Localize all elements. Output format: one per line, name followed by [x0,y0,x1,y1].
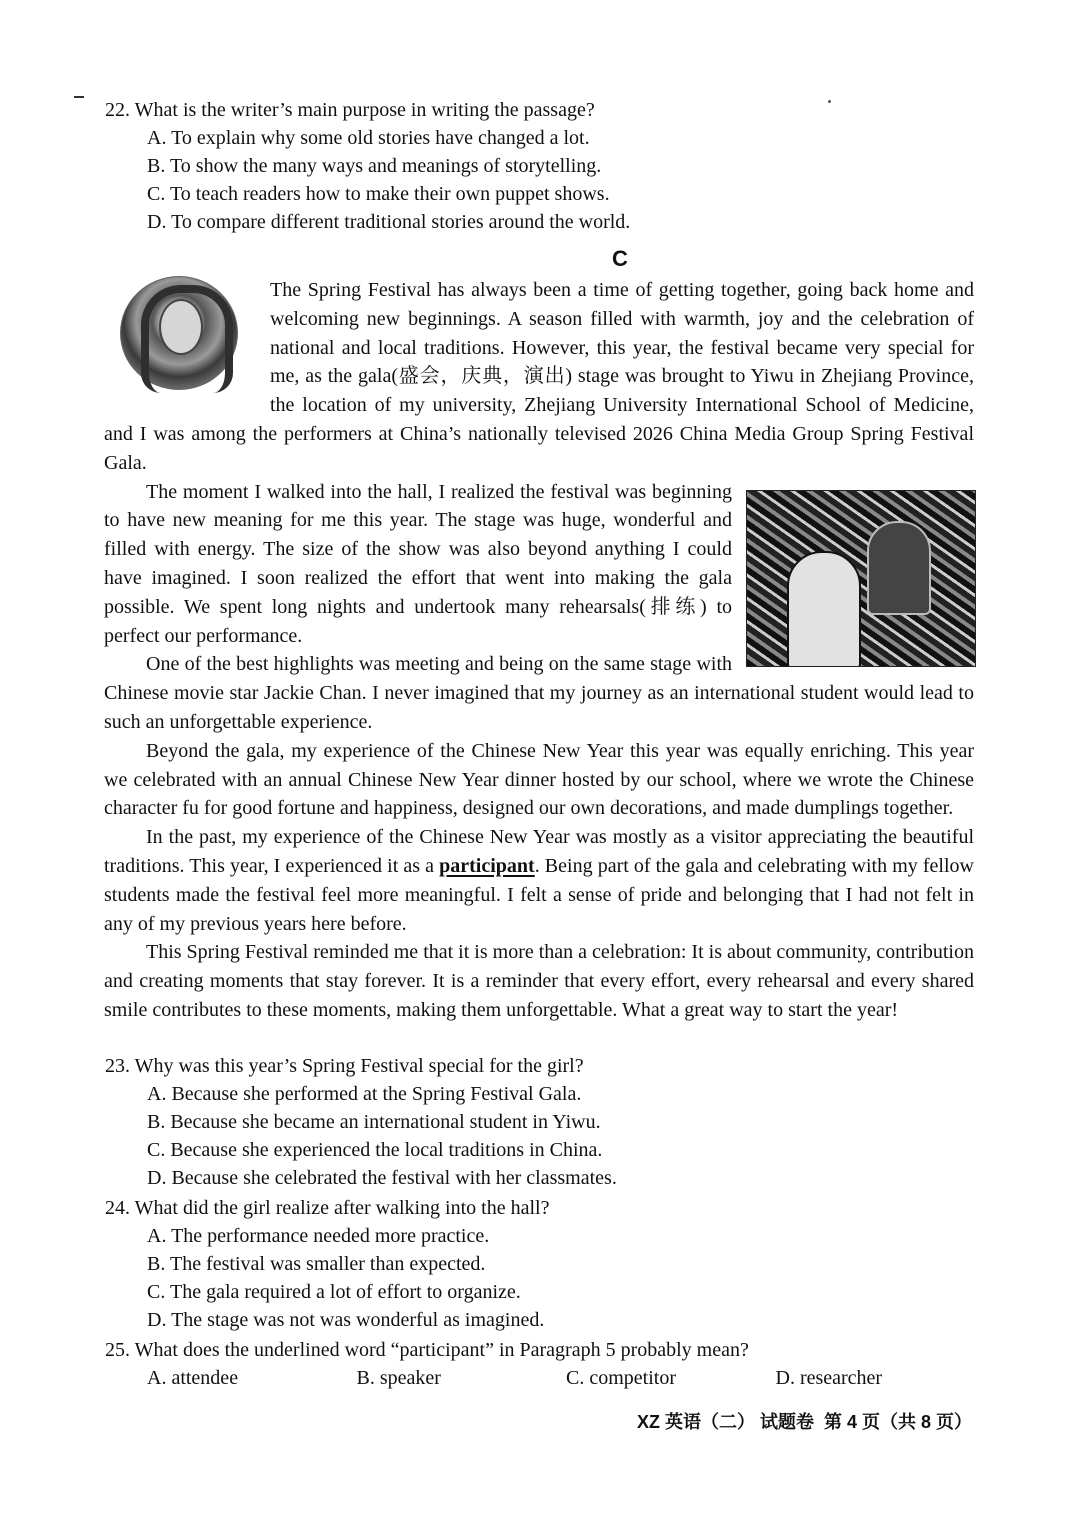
option-d: D. Because she celebrated the festival with her classmates. [147,1167,617,1189]
question-text: 24. What did the girl realize after walking into the hall? [105,1197,550,1219]
reading-passage [104,276,974,1025]
options-row [147,1364,985,1392]
option-b: B. To show the many ways and meanings of storytelling. [147,155,602,177]
option-c: C. competitor [566,1367,676,1389]
option-c: C. To teach readers how to make their own puppet shows. [147,183,610,205]
question-text: 25. What does the underlined word “participant” in Paragraph 5 probably mean? [105,1339,749,1361]
question-22 [105,96,985,236]
option-b: B. speaker [356,1367,441,1389]
paragraph-1-text: The Spring Festival has always been a time of getting together, going back home and welcoming new beginnings. A season filled with warmth, joy and the celebration of national and local traditions. However, this year, the festival became very special for me, as the gala(盛会，庆典，演出) stage was brought to Yiwu in Zhejiang Province, the location of my university, Zhejiang University International School of Medicine, and I was among the performers at China’s nationally televised 2026 China Media Group Spring Festival Gala. [104,279,974,474]
option-a: A. attendee [147,1367,239,1389]
photo-figure [867,521,931,615]
question-24 [105,1194,985,1334]
portrait-image [120,276,238,390]
scan-mark [74,96,84,98]
paragraph-2: The moment I walked into the hall, I realized the festival was beginning to have new meaning for me this year. The stage was huge, wonderful and filled with energy. The size of the show was also beyond anything I could have imagined. I soon realized the effort that went into making the gala possible. We spent long nights and undertook many rehearsals(排练) to perfect our performance. [104,480,732,647]
portrait-face [159,299,203,355]
option-b: B. The festival was smaller than expected. [147,1253,486,1275]
option-d: D. researcher [775,1367,883,1389]
option-a: A. Because she performed at the Spring Festival Gala. [147,1083,582,1105]
gala-photo [746,490,974,665]
question-25 [105,1336,985,1392]
crowd-image [746,490,976,667]
option-a: A. To explain why some old stories have changed a lot. [147,127,590,149]
question-text: 22. What is the writer’s main purpose in writing the passage? [105,99,595,121]
option-c: C. Because she experienced the local traditions in China. [147,1139,603,1161]
question-text: 23. Why was this year’s Spring Festival special for the girl? [105,1055,584,1077]
author-photo [120,276,252,388]
question-23 [105,1052,985,1192]
section-heading: C [612,246,628,271]
option-a: A. The performance needed more practice. [147,1225,490,1247]
paragraph-3: One of the best highlights was meeting and being on the same stage with Chinese movie star Jackie Chan. I never imagined that my journey as an international student would lead to such an unforgettable experience. [104,653,974,733]
option-c: C. The gala required a lot of effort to organize. [147,1281,521,1303]
paragraph-5-text: . Being part of the gala and celebrating with my fellow students made the festival feel more meaningful. I felt a sense of pride and belonging that I had not felt in any of my previous years here before. [104,854,974,935]
page-footer: XZ 英语（二） 试题卷 第 4 页（共 8 页） [636,1412,972,1432]
option-d: D. The stage was not was wonderful as imagined. [147,1309,545,1331]
underlined-word: participant [439,854,535,877]
paragraph-5 [104,823,974,938]
photo-figure [787,551,861,667]
option-b: B. Because she became an international student in Yiwu. [147,1111,601,1133]
option-d: D. To compare different traditional stories around the world. [147,211,631,233]
paragraph-5-text: In the past, my experience of the Chinese New Year was mostly as a visitor appreciating the beautiful traditions. This year, I experienced it as a [104,826,974,877]
paragraph-4: Beyond the gala, my experience of the Chinese New Year this year was equally enriching. This year we celebrated with an annual Chinese New Year dinner hosted by our school, where we wrote the Chinese character fu for good fortune and happiness, designed our own decorations, and made dumplings together. [104,739,974,820]
paragraph-6: This Spring Festival reminded me that it is more than a celebration: It is about community, contribution and creating moments that stay forever. It is a reminder that every effort, every rehearsal and every shared smile contributes to these moments, making them unforgettable. What a great way to start the year! [104,941,974,1021]
